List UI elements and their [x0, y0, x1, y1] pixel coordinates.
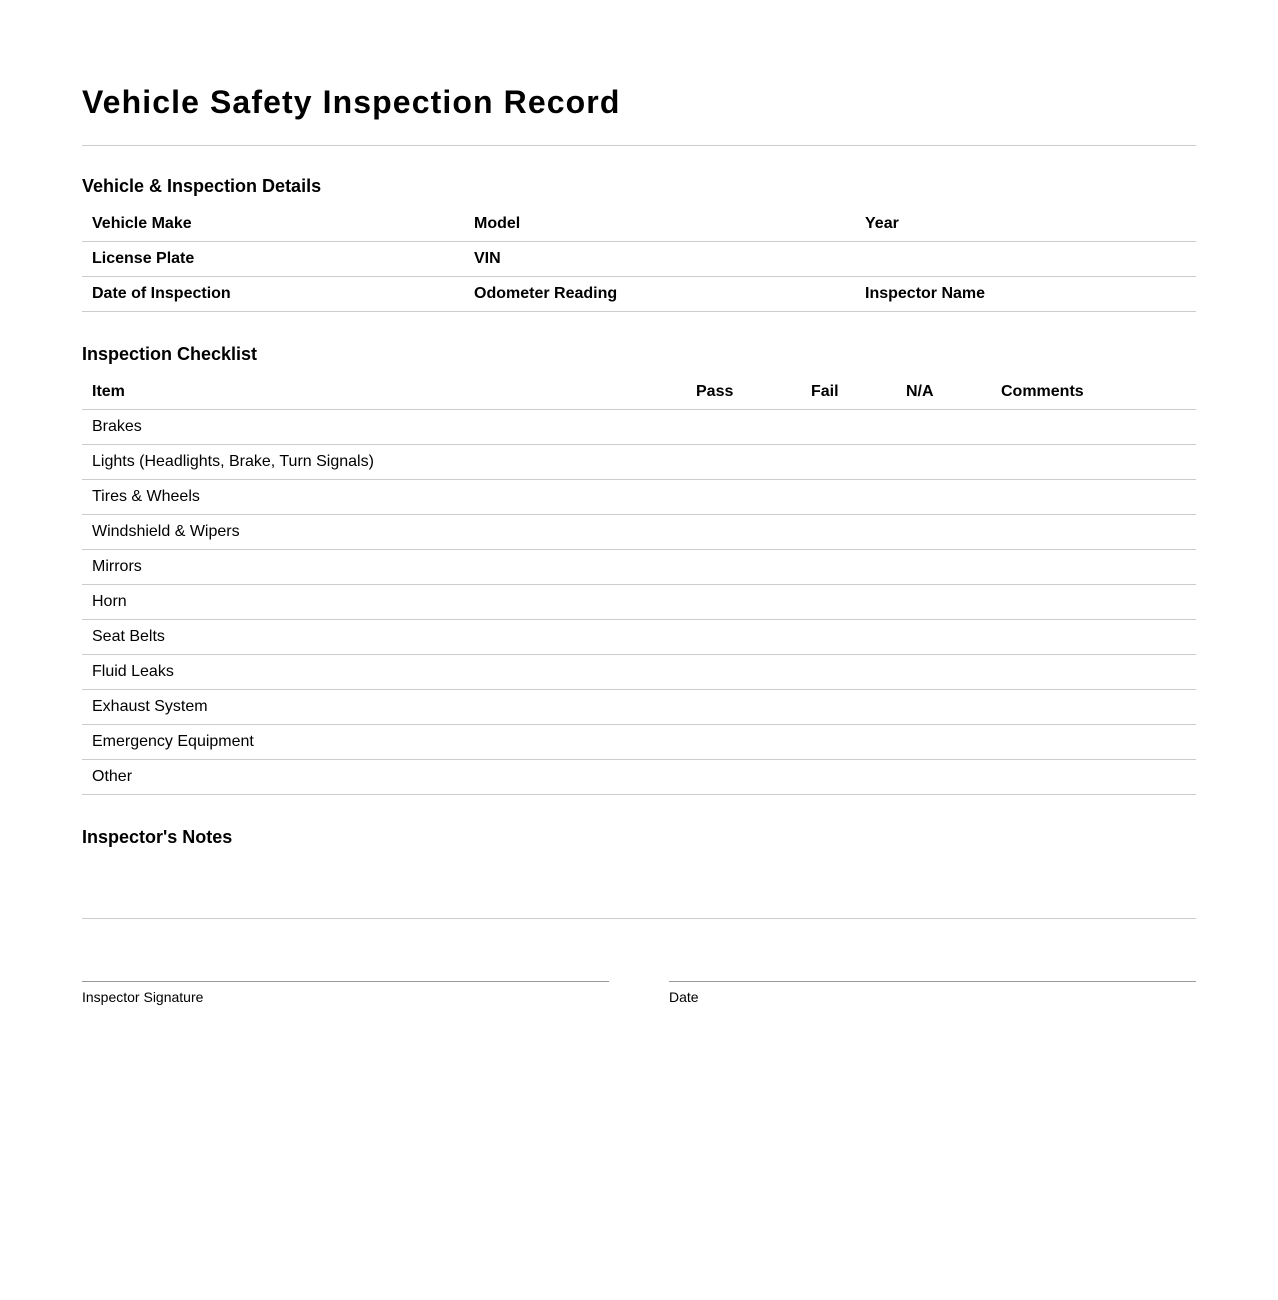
checklist-item-label: Windshield & Wipers [92, 523, 240, 540]
title-divider [82, 145, 1196, 146]
checklist-table [82, 375, 1196, 795]
date-of-inspection-label: Date of Inspection [92, 285, 231, 302]
page-title: Vehicle Safety Inspection Record [82, 84, 621, 120]
checklist-item-label: Mirrors [92, 558, 142, 575]
inspector-name-label: Inspector Name [865, 285, 986, 302]
model-label: Model [474, 215, 521, 232]
checklist-heading: Inspection Checklist [82, 344, 258, 364]
notes-field[interactable] [82, 858, 1196, 919]
date-line[interactable] [669, 981, 1196, 1005]
signature-line[interactable] [82, 981, 609, 1005]
checklist-item-label: Exhaust System [92, 698, 208, 715]
column-header-na: N/A [906, 383, 934, 400]
checklist-row [82, 690, 1196, 725]
vehicle-details-heading: Vehicle & Inspection Details [82, 176, 322, 196]
date-label: Date [669, 989, 699, 1005]
checklist-item-label: Fluid Leaks [92, 663, 174, 680]
column-header-comments: Comments [1001, 383, 1084, 400]
checklist-row [82, 445, 1196, 480]
checklist-row [82, 515, 1196, 550]
odometer-reading-label: Odometer Reading [474, 285, 618, 302]
vehicle-make-label: Vehicle Make [92, 215, 192, 232]
license-plate-label: License Plate [92, 250, 195, 267]
checklist-row [82, 550, 1196, 585]
signature-label: Inspector Signature [82, 989, 204, 1005]
checklist-item-label: Tires & Wheels [92, 488, 200, 505]
checklist-row [82, 760, 1196, 795]
column-header-fail: Fail [811, 383, 839, 400]
vehicle-details-row [82, 277, 1196, 312]
checklist-item-label: Horn [92, 593, 127, 610]
checklist-item-label: Other [92, 768, 133, 785]
column-header-item: Item [92, 383, 125, 400]
checklist-row [82, 585, 1196, 620]
checklist-item-label: Lights (Headlights, Brake, Turn Signals) [92, 453, 374, 470]
vehicle-details-row [82, 242, 1196, 277]
checklist-header-row [82, 375, 1196, 410]
checklist-row [82, 725, 1196, 760]
vin-label: VIN [474, 250, 501, 267]
checklist-item-label: Emergency Equipment [92, 733, 254, 750]
year-label: Year [865, 215, 899, 232]
vehicle-details-row [82, 207, 1196, 242]
checklist-row [82, 480, 1196, 515]
vehicle-details-table [82, 207, 1196, 312]
checklist-row [82, 620, 1196, 655]
column-header-pass: Pass [696, 383, 734, 400]
checklist-row [82, 410, 1196, 445]
notes-heading: Inspector's Notes [82, 827, 233, 847]
checklist-item-label: Brakes [92, 418, 142, 435]
checklist-item-label: Seat Belts [92, 628, 165, 645]
checklist-row [82, 655, 1196, 690]
